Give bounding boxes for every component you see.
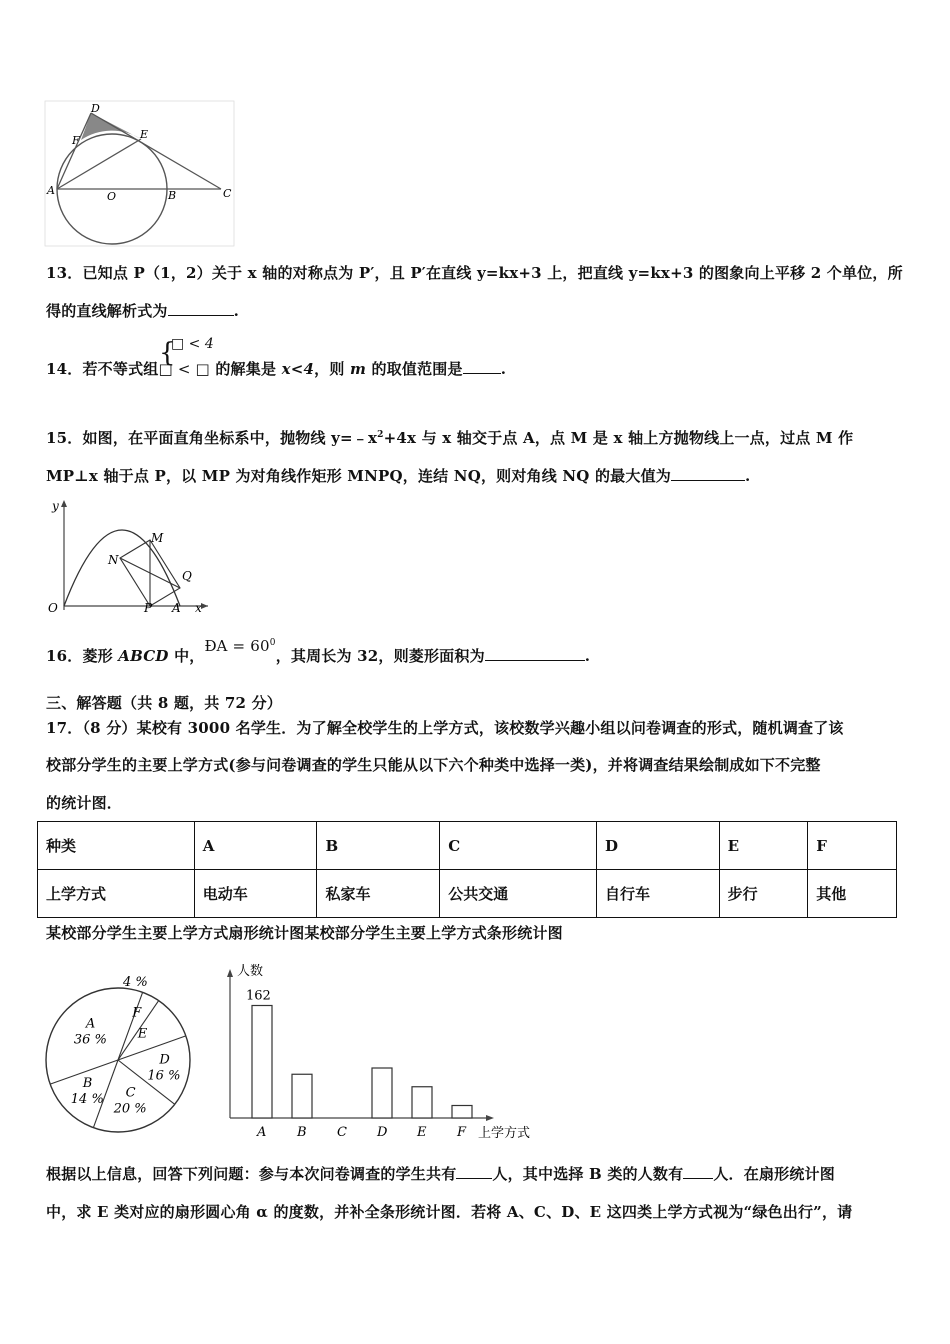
table-cell: F (808, 822, 897, 870)
x-tick-label-B: B (297, 1125, 307, 1140)
q14-var: m (349, 360, 367, 378)
table-cell: C (440, 822, 597, 870)
x-tick-label-C: C (337, 1125, 347, 1140)
q13-line1: 13．已知点 P（1，2）关于 x 轴的对称点为 P′，且 P′在直线 y=kx+3 上，把直线 y=kx+3 的图象向上平移 2 个单位，所 (46, 264, 903, 282)
table-cell: D (596, 822, 719, 870)
table-cell: 私家车 (317, 870, 440, 918)
pie-label-E: E (137, 1026, 148, 1042)
q14-middle: 的解集是 (209, 360, 282, 378)
x-tick-label-A: A (257, 1125, 267, 1140)
q17-after-a: 根据以上信息，回答下列问题：参与本次问卷调查的学生共有 (46, 1165, 457, 1183)
label-x: x (195, 601, 202, 615)
table-row (38, 870, 897, 918)
q14-condition: x<4 (281, 360, 315, 378)
survey-table (37, 821, 897, 918)
q16-end: . (584, 647, 591, 665)
pie-label-C: C (125, 1085, 136, 1101)
q15-end: . (744, 467, 751, 485)
bar-A (252, 1006, 272, 1119)
pie-label-D: D (159, 1052, 170, 1068)
q15-line1-a: 15．如图，在平面直角坐标系中，抛物线 y=﹣x (46, 429, 378, 447)
label-O: O (107, 190, 117, 203)
x-axis-arrow (486, 1115, 494, 1121)
table-cell: 种类 (38, 822, 195, 870)
q14-suffix1: ，则 (314, 360, 350, 378)
pie-slice-D (118, 1036, 186, 1060)
q15-line2 (46, 465, 750, 486)
q14-prefix: 14．若不等式组 (46, 360, 159, 378)
q16-angle-text: ÐA = 60 (204, 637, 270, 655)
label-B: B (168, 189, 177, 202)
q13-line2 (46, 300, 239, 321)
x-tick-label-E: E (417, 1125, 427, 1140)
q17-after-line2: 中，求 E 类对应的扇形圆心角 α 的度数，并补全条形统计图．若将 A、C、D、E 这四类上学方式视为“绿色出行”，请 (46, 1203, 853, 1221)
q16-name: ABCD (118, 647, 169, 665)
q15-line2-text: MP⊥x 轴于点 P，以 MP 为对角线作矩形 MNPQ，连结 NQ，则对角线 NQ 的最大值为 (46, 467, 671, 485)
table-cell: 公共交通 (440, 870, 597, 918)
label-D: D (91, 102, 100, 115)
table-cell: 电动车 (194, 870, 317, 918)
label-C: C (223, 187, 232, 200)
q15-sup: 2 (377, 430, 384, 440)
table-cell: 步行 (719, 870, 808, 918)
q16-prefix: 16．菱形 (46, 647, 119, 665)
q17-after-c: 人．在扇形统计图 (713, 1165, 835, 1183)
pie-value-label-F: 4 % (123, 975, 148, 990)
q17-line1: 17．（8 分）某校有 3000 名学生．为了解全校学生的上学方式，该校数学兴趣小组以问卷调查的形式，随机调查了该 (46, 719, 844, 737)
label-A: A (47, 184, 55, 197)
bar-E (412, 1087, 432, 1118)
chart-caption: 某校部分学生主要上学方式扇形统计图某校部分学生主要上学方式条形统计图 (46, 924, 563, 942)
q17-line2: 校部分学生的主要上学方式(参与问卷调查的学生只能从以下六个种类中选择一类)，并将调查结果绘制成如下不完整 (46, 756, 821, 774)
q14-system-line2: □ < □ (158, 360, 210, 378)
q14-system-line1: □ < 4 (171, 336, 214, 352)
table-cell: B (317, 822, 440, 870)
q15-answer-blank[interactable] (671, 466, 745, 481)
q15-line1 (46, 427, 853, 448)
pie-value-label-B: 14 % (70, 1092, 104, 1108)
section3-title: 三、解答题（共 8 题，共 72 分） (46, 694, 283, 712)
pie-label-F: F (132, 1005, 142, 1021)
label-A: A (172, 601, 181, 615)
q17-after-b: 人，其中选择 B 类的人数有 (492, 1165, 684, 1183)
bar-data-label-A: 162 (246, 988, 271, 1004)
parabola-figure (44, 494, 212, 616)
x-tick-label-D: D (377, 1125, 388, 1140)
pie-value-label-D: 16 % (147, 1068, 181, 1084)
bar-D (372, 1068, 392, 1118)
q17-b-count-blank[interactable] (683, 1164, 713, 1179)
table-cell: 自行车 (596, 870, 719, 918)
label-E: E (140, 128, 149, 141)
label-y: y (52, 499, 59, 513)
label-F: F (72, 134, 80, 147)
q16-angle (204, 637, 275, 655)
table-cell: E (719, 822, 808, 870)
label-Q: Q (182, 569, 192, 583)
label-M: M (151, 531, 164, 545)
q13-answer-blank[interactable] (168, 301, 234, 316)
label-P: P (144, 601, 153, 615)
q15-line1-b: +4x 与 x 轴交于点 A，点 M 是 x 轴上方抛物线上一点，过点 M 作 (383, 429, 854, 447)
label-N: N (108, 553, 119, 567)
q17-line3: 的统计图． (46, 794, 123, 812)
bar-F (452, 1106, 472, 1119)
pie-value-label-A: 36 % (73, 1032, 107, 1048)
q16-line (46, 637, 591, 666)
table-cell: 上学方式 (38, 870, 195, 918)
x-tick-label-F: F (457, 1125, 467, 1140)
q16-mid: 中， (168, 647, 205, 665)
q16-suffix: ，其周长为 32，则菱形面积为 (275, 647, 485, 665)
x-axis-label: 上学方式 (478, 1126, 531, 1141)
q13-line2-text: 得的直线解析式为 (46, 302, 168, 320)
y-axis-label: 人数 (237, 964, 264, 979)
label-O: O (48, 601, 58, 615)
q13-end: . (233, 302, 240, 320)
q16-degree: 0 (269, 638, 276, 648)
q14-end: . (500, 360, 507, 378)
pie-label-A: A (85, 1016, 96, 1032)
circle-tangent-figure (44, 100, 236, 248)
q17-total-blank[interactable] (456, 1164, 492, 1179)
q14-suffix2: 的取值范围是 (366, 360, 463, 378)
bar-B (292, 1074, 312, 1118)
q17-after-line1 (46, 1163, 835, 1184)
pie-label-B: B (82, 1076, 93, 1092)
y-axis-arrow (227, 969, 233, 977)
q14-line (46, 358, 506, 379)
bar-chart (220, 955, 550, 1145)
q14-answer-blank[interactable] (463, 359, 501, 374)
table-cell: 其他 (808, 870, 897, 918)
table-cell: A (194, 822, 317, 870)
table-row (38, 822, 897, 870)
pie-value-label-C: 20 % (113, 1101, 147, 1117)
q16-answer-blank[interactable] (485, 646, 585, 661)
pie-chart (40, 966, 200, 1136)
